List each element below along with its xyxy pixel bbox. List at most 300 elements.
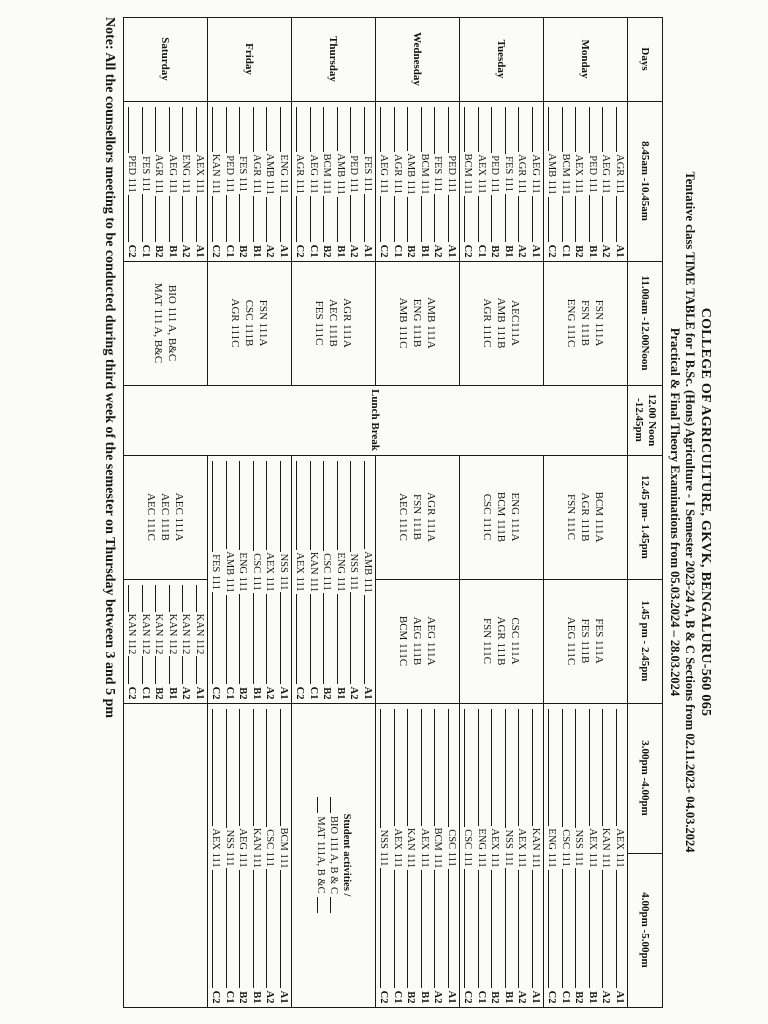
course-label: AGR 111B — [579, 492, 592, 542]
col-slot5: 3.00pm -4.00pm — [628, 703, 663, 853]
course-stack — [481, 459, 523, 576]
course-entry — [152, 583, 166, 700]
section-group: C2 — [546, 990, 558, 1004]
course-code: KAN 111 — [210, 153, 222, 195]
course-label: AGR 111B — [495, 616, 508, 666]
timetable-document — [54, 7, 714, 1017]
slot4-cell — [460, 579, 544, 703]
section-group: B2 — [237, 687, 249, 700]
course-entry — [515, 105, 529, 258]
col-lunch: 12.00 Noon -12.45pm — [628, 385, 663, 455]
section-group: A1 — [446, 990, 457, 1004]
course-entry — [391, 707, 405, 1004]
section-group: B2 — [153, 687, 165, 700]
section-group: A1 — [530, 990, 541, 1004]
section-group: B1 — [335, 687, 346, 700]
course-list — [461, 105, 542, 258]
course-label: AEC 111B — [159, 493, 172, 541]
section-group: C2 — [294, 244, 306, 258]
col-days: Days — [628, 17, 663, 101]
timetable — [123, 17, 663, 1008]
section-group: B1 — [587, 245, 598, 258]
slot3-cell — [544, 455, 628, 579]
course-code: KAN 112 — [126, 613, 138, 655]
course-code: AEX 111 — [573, 154, 585, 194]
course-entry — [223, 707, 237, 1004]
course-label: AEC 111B — [327, 299, 340, 347]
course-code: KAN 112 — [180, 613, 192, 655]
day-label: Saturday — [124, 17, 208, 101]
slot5-cell — [376, 703, 460, 1007]
section-group: B2 — [489, 245, 501, 258]
course-code: CSC 111 — [446, 829, 457, 867]
course-label: BCM 111C — [397, 615, 410, 667]
course-label: CSC 111A — [509, 617, 522, 665]
course-code: NSS 111 — [378, 829, 390, 867]
course-code: NSS 111 — [348, 553, 360, 591]
section-group: A2 — [516, 244, 528, 258]
section-group: C2 — [210, 990, 222, 1004]
course-code: AEX 111 — [210, 828, 222, 868]
slot4-cell — [544, 579, 628, 703]
course-entry — [347, 105, 361, 258]
course-stack — [397, 459, 439, 576]
course-code: KAN 111 — [600, 827, 612, 869]
section-group: A1 — [194, 244, 205, 258]
course-label: AGR 111A — [341, 298, 354, 348]
course-label: ENG 111C — [565, 298, 578, 348]
section-group: A1 — [278, 990, 289, 1004]
course-entry — [250, 707, 264, 1004]
course-code: BCM 111 — [321, 153, 333, 195]
slot1-cell — [544, 101, 628, 261]
course-label: AEC 111C — [145, 493, 158, 541]
course-code: KAN 111 — [530, 827, 541, 869]
course-entry — [334, 105, 348, 258]
course-code: PED 111 — [489, 155, 501, 193]
slot4-cell — [376, 579, 460, 703]
course-entry — [529, 105, 543, 258]
activities-line-1 — [327, 794, 340, 916]
section-group: C2 — [126, 244, 138, 258]
section-group: C1 — [308, 244, 319, 258]
course-code: NSS 111 — [503, 829, 514, 867]
slot5-cell — [544, 703, 628, 1007]
section-group: A1 — [530, 244, 541, 258]
section-group: C2 — [126, 686, 138, 700]
course-entry — [320, 459, 334, 700]
course-label: FSN 111C — [481, 618, 494, 664]
section-group: B2 — [573, 991, 585, 1004]
course-code: AMB 111 — [362, 551, 373, 593]
course-entry — [223, 459, 237, 700]
course-stack — [481, 265, 523, 382]
section-group: C1 — [392, 244, 403, 258]
institution-title: COLLEGE OF AGRICULTURE, GKVK, BENGALURU-560 065 — [698, 307, 713, 717]
course-code: ENG 111 — [335, 552, 346, 592]
slot3-cell — [460, 455, 544, 579]
course-code: KAN 112 — [194, 613, 205, 655]
day-label: Tuesday — [460, 17, 544, 101]
course-label: AMB 111A — [425, 297, 438, 349]
course-stack — [397, 583, 439, 700]
course-entry — [515, 707, 529, 1004]
section-group: B1 — [251, 245, 262, 258]
col-slot6: 4.00pm -5.00pm — [628, 853, 663, 1007]
course-list — [125, 105, 206, 258]
course-entry — [445, 105, 459, 258]
course-code: ENG 111 — [476, 828, 487, 868]
course-code: CSC 111 — [321, 553, 333, 591]
section-group: B1 — [251, 687, 262, 700]
course-code: AEX 111 — [516, 828, 528, 868]
course-entry — [263, 105, 277, 258]
slot2-cell — [376, 261, 460, 385]
course-code: AGR 111 — [251, 154, 262, 194]
course-list — [125, 583, 206, 700]
course-entry — [431, 707, 445, 1004]
course-entry — [193, 583, 207, 700]
course-label: FSN 111B — [411, 494, 424, 540]
section-group: A1 — [362, 686, 373, 700]
course-label: AEG 111C — [565, 616, 578, 666]
section-group: C1 — [224, 244, 235, 258]
course-code: AEG 111 — [237, 828, 249, 868]
course-entry — [613, 105, 627, 258]
slot3-cell — [208, 455, 292, 703]
section-group: B1 — [503, 245, 514, 258]
slot2-cell — [292, 261, 376, 385]
course-code: FES 111 — [362, 156, 373, 192]
course-entry — [586, 707, 600, 1004]
course-entry — [166, 105, 180, 258]
course-code: CSC 111 — [251, 553, 262, 591]
course-entry — [139, 105, 153, 258]
course-code: ENG 111 — [237, 552, 249, 592]
course-code: AMB 111 — [405, 153, 417, 195]
course-entry — [209, 105, 223, 258]
course-entry — [223, 105, 237, 258]
course-entry — [125, 583, 139, 700]
slot2-cell — [460, 261, 544, 385]
course-list — [293, 105, 374, 258]
course-entry — [572, 105, 586, 258]
course-entry — [250, 105, 264, 258]
course-label: AMB 111B — [495, 297, 508, 349]
course-code: BCM 111 — [432, 827, 444, 869]
col-slot2: 11.00am -12.00Noon — [628, 261, 663, 385]
course-code: AEX 111 — [476, 154, 487, 194]
section-group: B2 — [321, 687, 333, 700]
section-group: B2 — [573, 245, 585, 258]
course-entry — [277, 105, 291, 258]
slot1-cell — [124, 101, 208, 261]
course-code: CSC 111 — [264, 829, 276, 867]
course-label: AEG 111A — [425, 616, 438, 666]
slot2-cell — [544, 261, 628, 385]
course-stack — [397, 265, 439, 382]
course-label: CSC 111B — [243, 299, 256, 347]
section-group: A1 — [278, 244, 289, 258]
course-code: KAN 111 — [308, 551, 319, 593]
course-code: FES 111 — [237, 156, 249, 192]
section-group: B2 — [153, 245, 165, 258]
timetable-title: Tentative class TIME TABLE for I B.Sc. (Hons) Agriculture - I Semester 2023-24 A, B & C Sections from 02.11.2023- 04.03.2024 — [683, 171, 697, 853]
course-list — [461, 707, 542, 1004]
slot5-cell — [460, 703, 544, 1007]
course-entry — [404, 707, 418, 1004]
course-entry — [488, 105, 502, 258]
day-label: Thursday — [292, 17, 376, 101]
course-label: FES 111C — [313, 300, 326, 346]
course-entry — [334, 459, 348, 700]
course-code: AEG 111 — [308, 154, 319, 194]
course-label: ENG 111B — [411, 298, 424, 348]
course-code: PED 111 — [224, 155, 235, 193]
course-label: AEC 111A — [173, 492, 186, 542]
course-code: PED 111 — [348, 155, 360, 193]
course-list — [209, 105, 290, 258]
course-entry — [179, 583, 193, 700]
course-label: FSN 111A — [593, 299, 606, 347]
course-code: BCM 111 — [419, 153, 430, 195]
section-group: A2 — [348, 686, 360, 700]
course-label: AGR 111C — [481, 298, 494, 348]
section-group: C1 — [560, 990, 571, 1004]
course-entry — [293, 459, 307, 700]
course-code: PED 111 — [587, 155, 598, 193]
section-group: A1 — [194, 686, 205, 700]
course-entry — [347, 459, 361, 700]
section-group: C1 — [392, 990, 403, 1004]
course-code: PED 111 — [126, 155, 138, 193]
course-label: AEC111A — [509, 300, 522, 346]
course-code: NSS 111 — [573, 829, 585, 867]
course-code: NSS 111 — [224, 829, 235, 867]
course-list — [545, 105, 626, 258]
section-group: B2 — [405, 991, 417, 1004]
course-code: BCM 111 — [278, 827, 289, 869]
lunch-label: Lunch Break — [369, 389, 382, 451]
course-stack — [145, 459, 187, 576]
course-label: FES 111B — [579, 618, 592, 664]
course-entry — [418, 707, 432, 1004]
course-code: FES 111 — [140, 156, 151, 192]
course-code: AEG 111 — [167, 154, 178, 194]
section-group: C1 — [140, 686, 151, 700]
section-group: A2 — [180, 686, 192, 700]
course-code: AGR 111 — [294, 154, 306, 194]
course-code: NSS 111 — [278, 553, 289, 591]
header-row — [628, 17, 663, 1007]
course-entry — [377, 105, 391, 258]
course-code: AEX 111 — [392, 828, 403, 868]
course-entry — [559, 105, 573, 258]
course-code: BCM 111 — [462, 153, 474, 195]
section-group: C2 — [294, 686, 306, 700]
slot3-cell — [376, 455, 460, 579]
slot1-cell — [208, 101, 292, 261]
course-entry — [139, 583, 153, 700]
section-group: C2 — [546, 244, 558, 258]
row-monday — [544, 17, 628, 1007]
section-group: A2 — [264, 990, 276, 1004]
row-tuesday — [460, 17, 544, 1007]
course-code: AEG 111 — [378, 154, 390, 194]
course-label: ENG 111A — [509, 492, 522, 542]
course-entry — [559, 707, 573, 1004]
course-entry — [307, 105, 321, 258]
course-label: FSN 111C — [565, 494, 578, 540]
section-group: B1 — [167, 245, 178, 258]
section-group: C1 — [224, 990, 235, 1004]
section-group: B2 — [237, 245, 249, 258]
slot3-cell — [292, 455, 376, 703]
course-label: AGR 111A — [425, 492, 438, 542]
course-code: AMB 111 — [224, 551, 235, 593]
document-header — [667, 7, 714, 1017]
course-code: AEX 111 — [264, 552, 276, 592]
col-slot1: 8.45am -10.45am — [628, 101, 663, 261]
course-entry — [209, 707, 223, 1004]
course-label: AMB 111C — [397, 297, 410, 349]
course-entry — [320, 105, 334, 258]
course-code: KAN 112 — [140, 613, 151, 655]
course-entry — [307, 459, 321, 700]
course-label: BIO 111 A, B&C — [166, 284, 179, 362]
exam-dates: Practical & Final Theory Examinations from 05.03.2024 – 28.03.2024 — [668, 327, 682, 697]
course-code: AEX 111 — [587, 828, 598, 868]
section-group: A2 — [516, 990, 528, 1004]
slot4-cell — [124, 579, 208, 703]
course-entry — [475, 707, 489, 1004]
section-group: A2 — [432, 244, 444, 258]
course-entry — [613, 707, 627, 1004]
section-group: C2 — [462, 244, 474, 258]
course-label: BCM 111B — [495, 491, 508, 543]
course-label: CSC 111C — [481, 493, 494, 541]
course-code: KAN 112 — [167, 613, 178, 655]
course-code: AEX 111 — [294, 552, 306, 592]
course-list — [545, 707, 626, 1004]
course-stack — [481, 583, 523, 700]
section-group: B1 — [419, 245, 430, 258]
course-code: FES 111 — [210, 554, 222, 590]
slot2-cell — [208, 261, 292, 385]
row-wednesday — [376, 17, 460, 1007]
course-entry — [475, 105, 489, 258]
section-group: B1 — [251, 991, 262, 1004]
course-entry — [431, 105, 445, 258]
course-entry — [377, 707, 391, 1004]
course-entry — [545, 105, 559, 258]
section-group: B2 — [321, 245, 333, 258]
course-entry — [545, 707, 559, 1004]
course-entry — [461, 105, 475, 258]
course-code: KAN 111 — [405, 827, 417, 869]
section-group: A2 — [600, 990, 612, 1004]
course-entry — [445, 707, 459, 1004]
course-list — [209, 459, 290, 700]
course-entry — [529, 707, 543, 1004]
course-stack — [229, 265, 271, 382]
section-group: C1 — [476, 990, 487, 1004]
student-activities — [314, 707, 353, 1004]
course-entry — [236, 707, 250, 1004]
course-stack — [152, 265, 180, 382]
section-group: B1 — [503, 991, 514, 1004]
course-entry — [502, 105, 516, 258]
activities-title: Student activities / — [341, 813, 352, 897]
section-group: A2 — [432, 990, 444, 1004]
course-label: MAT 111 A, B&C — [152, 282, 165, 364]
section-group: B1 — [419, 991, 430, 1004]
empty-cell — [124, 703, 208, 1007]
course-entry — [263, 707, 277, 1004]
course-code: CSC 111 — [462, 829, 474, 867]
day-label: Friday — [208, 17, 292, 101]
course-label: AEG 111B — [411, 616, 424, 666]
section-group: C2 — [378, 244, 390, 258]
row-saturday — [124, 17, 208, 1007]
course-code: AEX 111 — [419, 828, 430, 868]
activities-cell — [292, 703, 376, 1007]
course-code: AGR 111 — [153, 154, 165, 194]
section-group: A2 — [180, 244, 192, 258]
course-code: BCM 111 — [560, 153, 571, 195]
footer-note: Note: All the counsellors meeting to be conducted during third week of the semester on Thursday between 3 and 5 pm — [102, 17, 117, 719]
course-entry — [152, 105, 166, 258]
section-group: A2 — [264, 686, 276, 700]
section-group: C2 — [378, 990, 390, 1004]
course-entry — [488, 707, 502, 1004]
course-code: AGR 111 — [614, 154, 625, 194]
section-group: B2 — [489, 991, 501, 1004]
section-group: B1 — [167, 687, 178, 700]
activities-bio: BIO 111 A, B & C — [328, 816, 339, 894]
course-entry — [277, 707, 291, 1004]
course-code: FES 111 — [432, 156, 444, 192]
slot2-cell — [124, 261, 208, 385]
lunch-cell — [124, 385, 628, 455]
course-code: KAN 112 — [153, 613, 165, 655]
section-group: C2 — [210, 686, 222, 700]
course-code: ENG 111 — [278, 154, 289, 194]
course-label: FSN 111A — [257, 299, 270, 347]
course-entry — [391, 105, 405, 258]
course-stack — [565, 583, 607, 700]
activities-mat: MAT 111A, B &C — [315, 816, 326, 894]
course-entry — [166, 583, 180, 700]
course-entry — [193, 105, 207, 258]
slot1-cell — [292, 101, 376, 261]
course-entry — [277, 459, 291, 700]
course-entry — [404, 105, 418, 258]
course-label: FSN 111B — [579, 300, 592, 346]
course-entry — [361, 459, 375, 700]
course-entry — [209, 459, 223, 700]
course-code: KAN 111 — [251, 827, 262, 869]
section-group: A1 — [614, 990, 625, 1004]
col-slot4: 1.45 pm - 2.45pm — [628, 579, 663, 703]
course-entry — [599, 105, 613, 258]
activities-line-2 — [314, 794, 327, 915]
section-group: C1 — [476, 244, 487, 258]
course-label: BCM 111A — [593, 491, 606, 543]
section-group: C2 — [462, 990, 474, 1004]
course-code: PED 111 — [446, 155, 457, 193]
course-code: AGR 111 — [516, 154, 528, 194]
